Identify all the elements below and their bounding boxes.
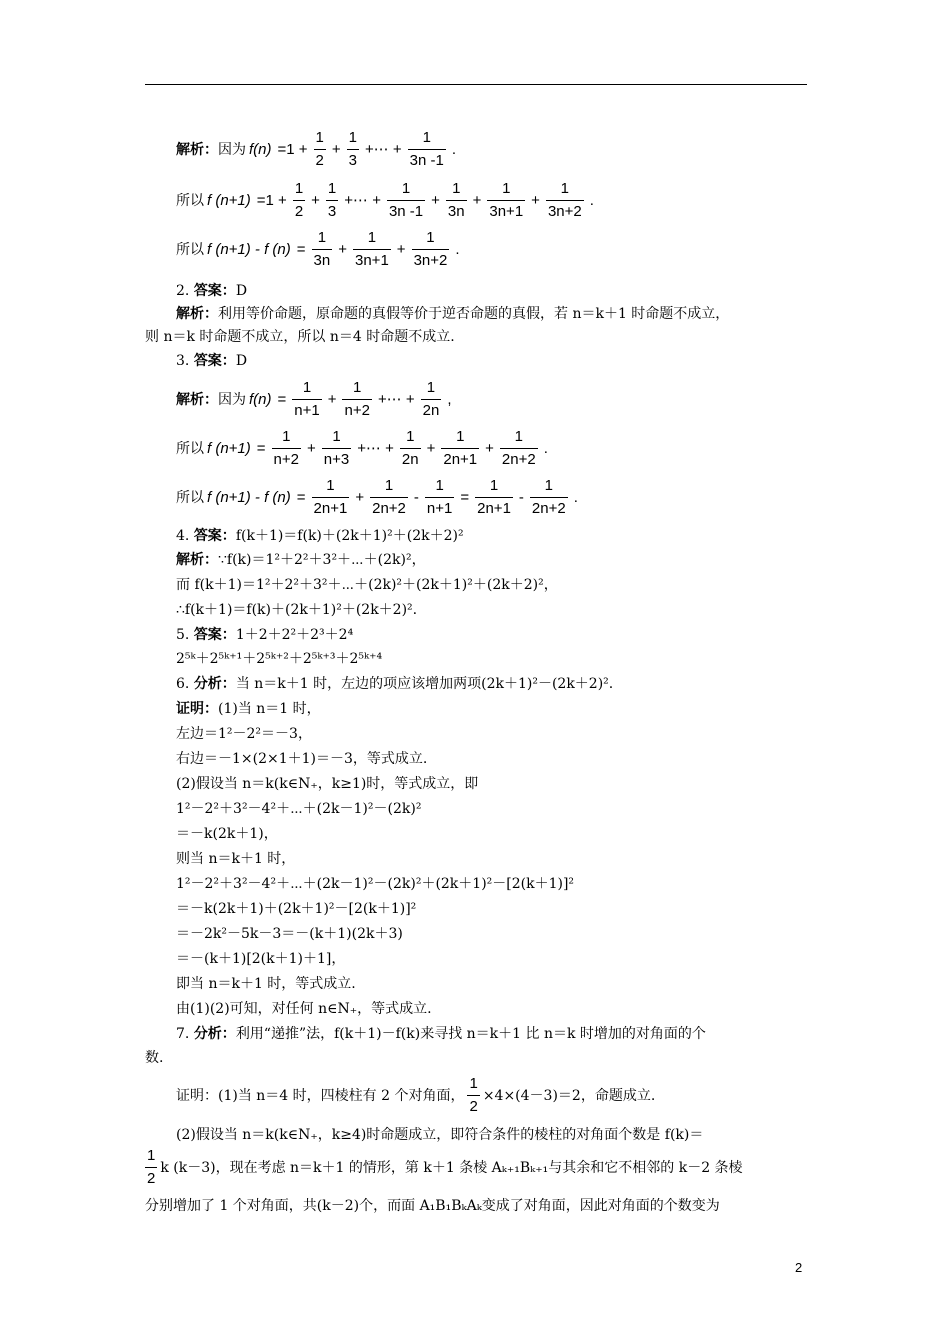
q6-proof-line: 则当 n＝k＋1 时， xyxy=(176,851,296,867)
fraction: $\frac{1}{3n+1}$ xyxy=(355,228,389,269)
fraction: $\frac{1}{2n}$ xyxy=(422,378,440,419)
fraction: $\frac{1}{2n}$ xyxy=(401,427,419,468)
q6-proof-line: 1²－2²＋3²－4²＋⋯＋(2k－1)²－(2k)²＋(2k＋1)²－[2(k＋1)]² xyxy=(176,876,575,892)
q3-line3: 所以 f (n+1) - f (n) = $\frac{1}{2n+1}$ + $\frac{1}{2n+2}$ - $\frac{1}{n+1}$ = $\frac{1}{2n+1}$ - $\frac{1}{2n+2}$ . xyxy=(176,476,578,517)
fraction: $\frac{1}{n+3}$ xyxy=(323,427,350,468)
fraction: $\frac{1}{2n+2}$ xyxy=(501,427,536,468)
q6-proof-line: 左边＝1²－2²＝－3， xyxy=(176,726,312,742)
q2-analysis-2: 则 n＝k 时命题不成立，所以 n＝4 时命题不成立. xyxy=(145,329,455,345)
q5-answer: 5. 答案：1＋2＋2²＋2³＋2⁴ xyxy=(176,627,354,643)
q6-proof-line: 即当 n＝k＋1 时，等式成立. xyxy=(176,976,356,992)
q3-line1: 解析： 因为 f(n) = $\frac{1}{n+1}$ + $\frac{1}{n+2}$ +⋯ + $\frac{1}{2n}$ , xyxy=(176,378,452,419)
fraction: $\frac{1}{n+1}$ xyxy=(426,476,453,517)
q6-proof-line: ＝－(k＋1)[2(k＋1)＋1]， xyxy=(176,951,346,967)
fraction: $\frac{1}{2n+2}$ xyxy=(372,476,406,517)
q7-analysis-1: 7. 分析：利用“递推”法，f(k＋1)－f(k)来寻找 n＝k＋1 比 n＝k 时增加的对角面的个 xyxy=(176,1026,706,1042)
q4-analysis-3: ∴f(k＋1)＝f(k)＋(2k＋1)²＋(2k＋2)². xyxy=(176,602,418,618)
q6-proof-line: 1²－2²＋3²－4²＋⋯＋(2k－1)²－(2k)² xyxy=(176,801,422,817)
fraction: $\frac{1}{2}$ xyxy=(294,179,304,220)
fraction: $\frac{1}{n+1}$ xyxy=(294,378,320,419)
header-rule xyxy=(145,84,807,85)
q7-proof-2a: (2)假设当 n＝k(k∈N₊，k≥4)时命题成立，即符合条件的棱柱的对角面个数是 f(k)＝ xyxy=(176,1127,704,1143)
q6-proof-line: 证明：(1)当 n＝1 时， xyxy=(176,701,321,717)
fraction: $\frac{1}{3}$ xyxy=(348,128,357,169)
fraction: $\frac{1}{2n+1}$ xyxy=(313,476,348,517)
q7-proof-1: 证明：(1)当 n＝4 时，四棱柱有 2 个对角面， $\frac{1}{2}$ ×4×(4－3)＝2，命题成立. xyxy=(176,1074,656,1115)
fraction: $\frac{1}{3n+1}$ xyxy=(489,179,524,220)
fraction: $\frac{1}{2n+2}$ xyxy=(531,476,566,517)
q6-proof-line: 右边＝－1×(2×1＋1)＝－3，等式成立. xyxy=(176,751,428,767)
q2-analysis-1: 解析：利用等价命题，原命题的真假等价于逆否命题的真假，若 n＝k＋1 时命题不成立， xyxy=(176,306,730,322)
fraction: $\frac{1}{3n+2}$ xyxy=(413,228,448,269)
q7-proof-2c: 分别增加了 1 个对角面，共(k－2)个，而面 A₁B₁BₖAₖ变成了对角面，因此对角面的个数变为 xyxy=(145,1198,720,1214)
fraction: $\frac{1}{3}$ xyxy=(327,179,337,220)
q2-answer: 2. 答案：D xyxy=(176,283,248,299)
q4-answer: 4. 答案：f(k＋1)＝f(k)＋(2k＋1)²＋(2k＋2)² xyxy=(176,528,464,544)
fraction: $\frac{1}{2}$ xyxy=(147,1146,156,1187)
fraction: $\frac{1}{3n -1}$ xyxy=(388,179,424,220)
q6-proof-line: ＝－k(2k＋1)， xyxy=(176,826,278,842)
fraction: $\frac{1}{3n -1}$ xyxy=(409,128,444,169)
fraction: $\frac{1}{2}$ xyxy=(315,128,324,169)
q6-proof-line: (2)假设当 n＝k(k∈N₊，k≥1)时，等式成立，即 xyxy=(176,776,479,792)
q6-proof-line: ＝－k(2k＋1)＋(2k＋1)²－[2(k＋1)]² xyxy=(176,901,417,917)
q4-analysis-2: 而 f(k＋1)＝1²＋2²＋3²＋⋯＋(2k)²＋(2k＋1)²＋(2k＋2)²， xyxy=(176,577,558,593)
fraction: $\frac{1}{n+2}$ xyxy=(344,378,370,419)
s1-line1: 解析： 因为 f(n) =1 + $\frac{1}{2}$ + $\frac{1}{3}$ +⋯ + $\frac{1}{3n -1}$ . xyxy=(176,128,457,169)
q3-line2: 所以 f (n+1) = $\frac{1}{n+2}$ + $\frac{1}{n+3}$ +⋯ + $\frac{1}{2n}$ + $\frac{1}{2n+1}$ + $\frac{1}{2n+2}$ . xyxy=(176,427,548,468)
page-number: 2 xyxy=(795,1260,803,1275)
q5-line2: 2⁵ᵏ＋2⁵ᵏ⁺¹＋2⁵ᵏ⁺²＋2⁵ᵏ⁺³＋2⁵ᵏ⁺⁴ xyxy=(176,651,383,667)
q6-proof-line: ＝－2k²－5k－3＝－(k＋1)(2k＋3) xyxy=(176,926,403,942)
analysis-label: 解析： xyxy=(176,142,218,158)
q7-analysis-2: 数. xyxy=(145,1050,164,1066)
q4-analysis-1: 解析：∵f(k)＝1²＋2²＋3²＋⋯＋(2k)²， xyxy=(176,552,426,568)
q6-analysis: 6. 分析：当 n＝k＋1 时，左边的项应该增加两项(2k＋1)²－(2k＋2)². xyxy=(176,676,614,692)
s1-line2: 所以 f (n+1) =1 + $\frac{1}{2}$ + $\frac{1}{3}$ +⋯ + $\frac{1}{3n -1}$ + $\frac{1}{3n}$ + $\frac{1}{3n+1}$ + $\frac{1}{3n+2}$ . xyxy=(176,179,594,220)
fraction: $\frac{1}{3n}$ xyxy=(447,179,465,220)
fraction: $\frac{1}{2}$ xyxy=(469,1074,478,1115)
fraction: $\frac{1}{2n+1}$ xyxy=(443,427,478,468)
fraction: $\frac{1}{n+2}$ xyxy=(273,427,299,468)
q7-proof-2b: $\frac{1}{2}$ k (k－3)，现在考虑 n＝k＋1 的情形，第 k＋1 条棱 Aₖ₊₁Bₖ₊₁与其余和它不相邻的 k－2 条棱 xyxy=(147,1146,743,1187)
fraction: $\frac{1}{3n+2}$ xyxy=(547,179,582,220)
s1-line3: 所以 f (n+1) - f (n) = $\frac{1}{3n}$ + $\frac{1}{3n+1}$ + $\frac{1}{3n+2}$ . xyxy=(176,228,460,269)
fraction: $\frac{1}{2n+1}$ xyxy=(477,476,511,517)
fraction: $\frac{1}{3n}$ xyxy=(313,228,331,269)
q6-proof-line: 由(1)(2)可知，对任何 n∈N₊，等式成立. xyxy=(176,1001,432,1017)
q3-answer: 3. 答案：D xyxy=(176,353,248,369)
